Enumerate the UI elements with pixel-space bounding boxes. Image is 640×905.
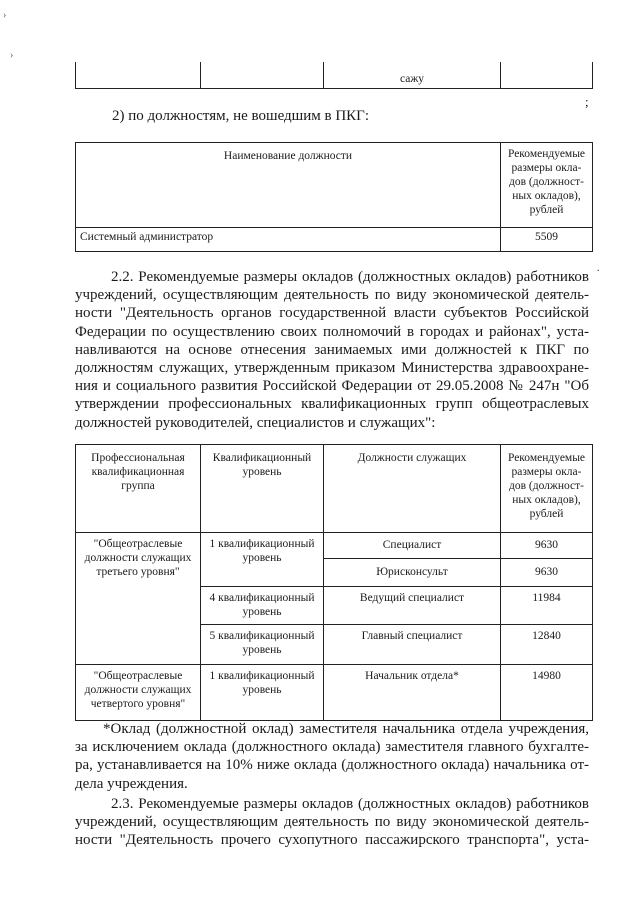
level-cell: 1 квалификационный уровень xyxy=(201,665,324,721)
salary-value: 9630 xyxy=(501,559,593,587)
top-table xyxy=(75,62,593,89)
salary-value: 12840 xyxy=(501,625,593,665)
pkg-table xyxy=(75,444,593,721)
group-cell: "Общеотраслевые должности служащих четвертого уровня" xyxy=(76,665,201,721)
positions-table xyxy=(75,142,593,252)
semicolon: ; xyxy=(585,94,589,109)
group-cell: "Общеотраслевые должности служащих третьего уровня" xyxy=(76,533,201,665)
table-row xyxy=(76,533,593,559)
margin-mark: › xyxy=(10,50,14,61)
position-name: Юрисконсульт xyxy=(324,559,501,587)
table-row xyxy=(76,228,593,252)
salary-value: 14980 xyxy=(501,665,593,721)
col-header-salary: Рекомендуемые размеры окла- дов (должност- ных окладов), рублей xyxy=(501,445,593,533)
section-heading: 2) по должностям, не вошедшим в ПКГ: xyxy=(112,108,369,124)
salary-value: 9630 xyxy=(501,533,593,559)
position-name: Начальник отдела* xyxy=(324,665,501,721)
level-cell: 1 квалификационный уровень xyxy=(201,533,324,587)
level-cell: 4 квалификационный уровень xyxy=(201,587,324,625)
col-header-level: Квалификационный уровень xyxy=(201,445,324,533)
paragraph-2-3: 2.3. Рекомендуемые размеры окладов (должностных окладов) работников учреждений, осуществляющим деятельность по виду экономической деятель- ности "Деятельность прочего сухопутного пассажирского транспорта", уста- xyxy=(75,796,589,849)
footnote: *Оклад (должностной оклад) заместителя начальника отдела учреждения, за исключением оклада (должностного оклада) заместителя главного бухгалте- ра, устанавливается на 10% ниже оклада (должностного оклада) начальника от- дела учреждения. xyxy=(75,721,589,792)
col-header-positions: Должности служащих xyxy=(324,445,501,533)
salary-value: 5509 xyxy=(501,228,593,252)
margin-mark: › xyxy=(3,10,7,21)
paragraph-2-2: 2.2. Рекомендуемые размеры окладов (должностных окладов) работников учреждений, осуществляющим деятельность по виду экономической деятель- ности "Деятельность органов государственной власти субъектов Российской Федерации по осуществлению своих полномочий в городах и районах", уста- навливаются на основе отнесения занимаемых ими должностей к ПКГ по должностям служащих, утвержденным приказом Министерства здравоохране- ния и социального развития Российской Федерации от 29.05.2008 № 247н "Об утверждении профессиональных квалификационных групп общеотраслевых должностей руководителей, специалистов и служащих": xyxy=(75,269,589,431)
col-header-salary: Рекомендуемые размеры окла- дов (должност- ных окладов), рублей xyxy=(501,143,593,228)
col-header-position: Наименование должности xyxy=(76,143,501,228)
salary-value: 11984 xyxy=(501,587,593,625)
position-name: Системный администратор xyxy=(76,228,501,252)
position-name: Ведущий специалист xyxy=(324,587,501,625)
position-name: Главный специалист xyxy=(324,625,501,665)
col-header-group: Профессиональная квалификационная группа xyxy=(76,445,201,533)
level-cell: 5 квалификационный уровень xyxy=(201,625,324,665)
top-table-cell: сажу xyxy=(324,62,501,88)
dot-mark: . xyxy=(597,263,600,274)
table-row xyxy=(76,665,593,721)
position-name: Специалист xyxy=(324,533,501,559)
